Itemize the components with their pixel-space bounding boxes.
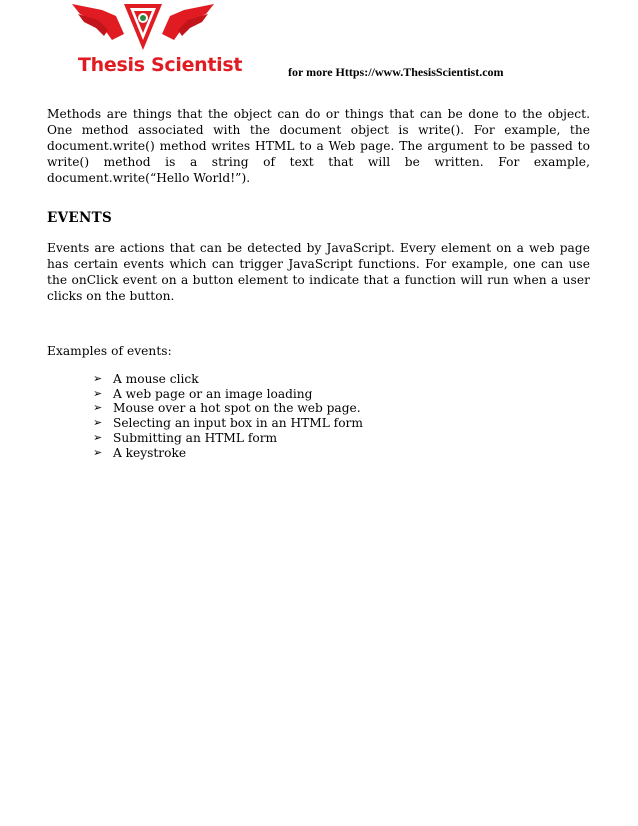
website-link[interactable]: for more Https://www.ThesisScientist.com: [288, 65, 504, 79]
document-content: [47, 106, 590, 460]
list-item: ➢ Submitting an HTML form: [93, 430, 278, 445]
list-item: ➢ A keystroke: [93, 445, 187, 460]
arrow-bullet-icon: ➢: [93, 386, 103, 400]
list-item: ➢ Mouse over a hot spot on the web page.: [93, 401, 361, 416]
arrow-bullet-icon: ➢: [93, 416, 103, 430]
arrow-bullet-icon: ➢: [93, 372, 103, 385]
thesis-scientist-logo: [64, 0, 243, 84]
arrow-bullet-icon: ➢: [93, 430, 103, 444]
examples-intro: Examples of events:: [47, 344, 172, 358]
examples-list: [93, 372, 363, 460]
winged-emblem-icon: [64, 0, 224, 56]
list-item: ➢ A web page or an image loading: [93, 386, 313, 401]
methods-paragraph: Methods are things that the object can do or things that can be done to the object. One method associated with the document object is write(). For example, the document.write() method writes HTML to a Web page. The argument to be passed to write() method is a string of text that will be written. For example, document.write(“Hello World!”).: [47, 107, 590, 185]
list-item: ➢ A mouse click: [93, 372, 199, 386]
events-heading: EVENTS: [47, 210, 112, 226]
arrow-bullet-icon: ➢: [93, 401, 103, 415]
events-paragraph: Events are actions that can be detected by JavaScript. Every element on a web page has certain events which can trigger JavaScript functions. For example, one can use the onClick event on a button element to indicate that a function will run when a user clicks on the button.: [47, 241, 590, 303]
list-item: ➢ Selecting an input box in an HTML form: [93, 416, 363, 431]
logo-wordmark: Thesis Scientist: [78, 54, 243, 76]
arrow-bullet-icon: ➢: [93, 445, 103, 459]
